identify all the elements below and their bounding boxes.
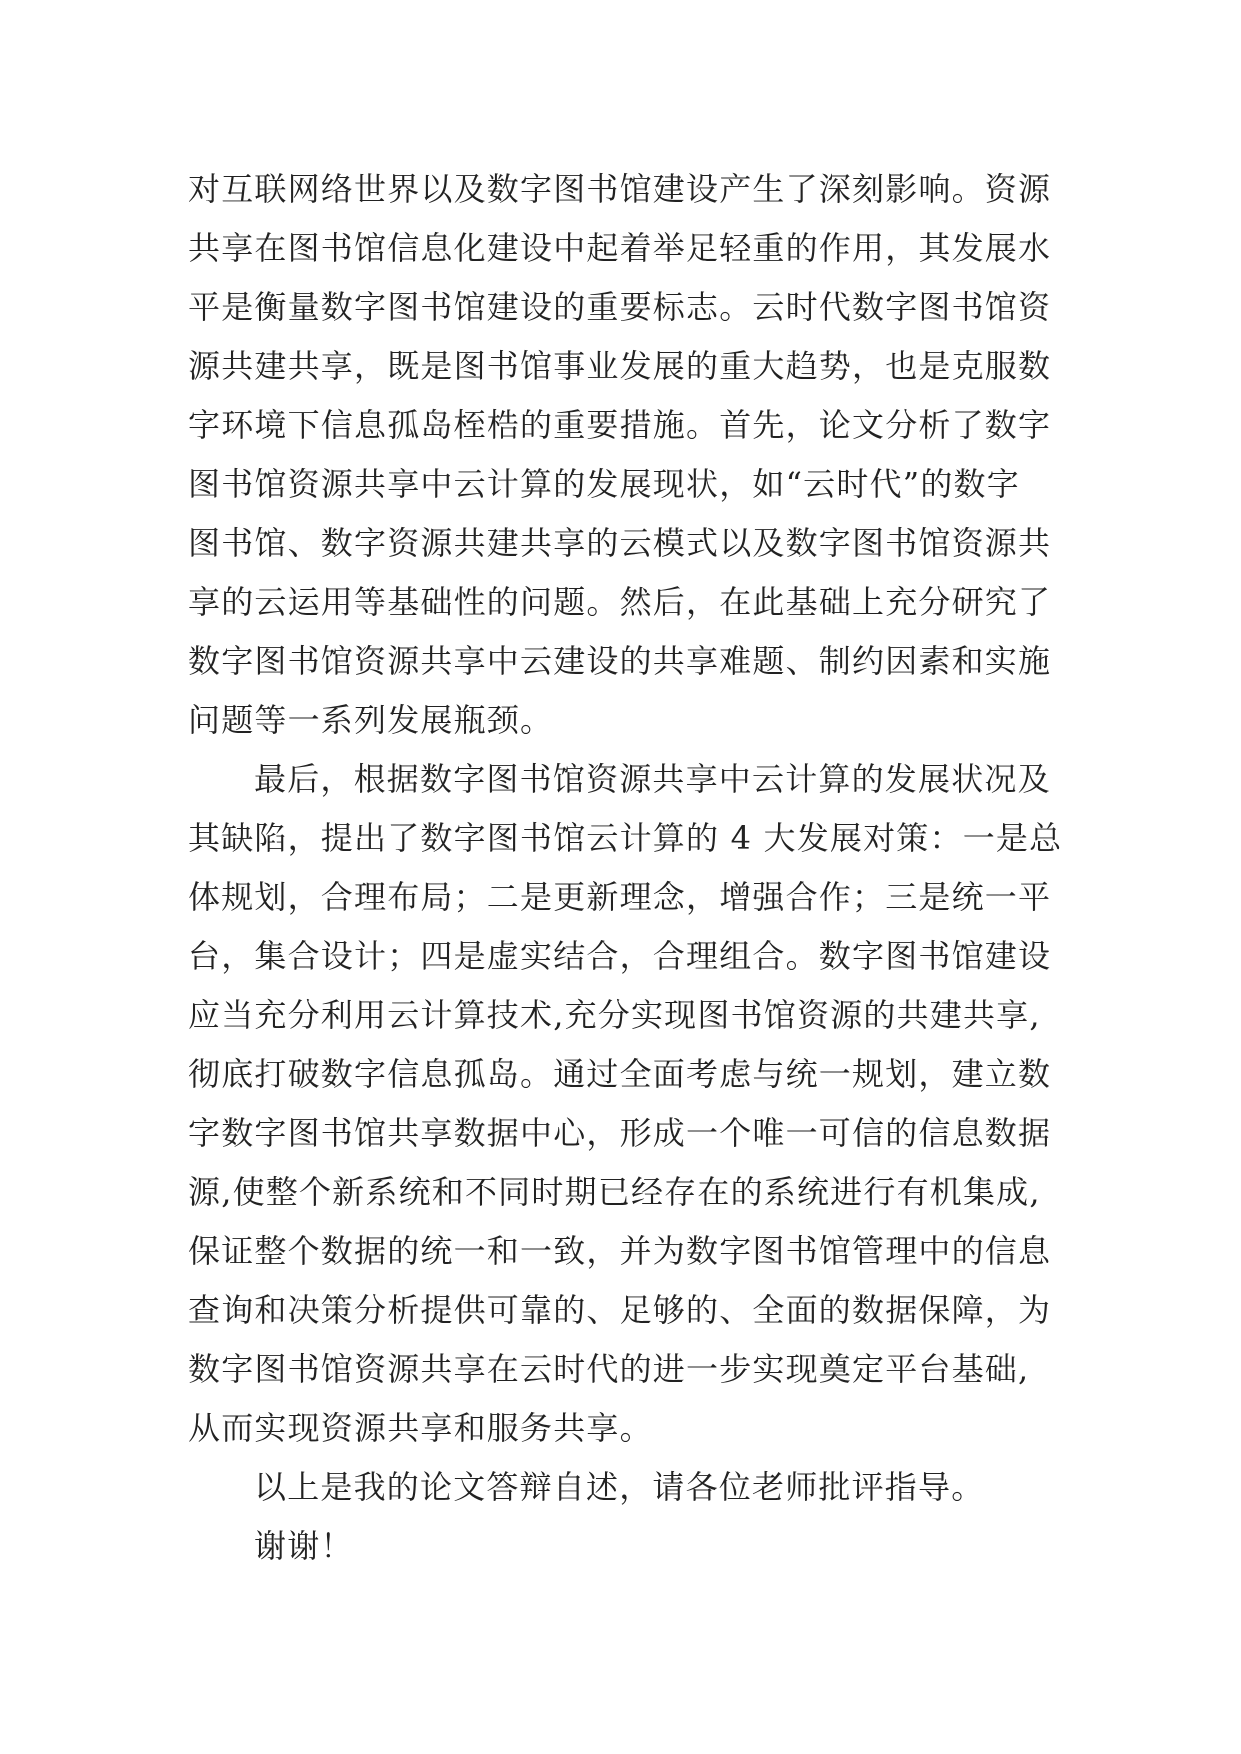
text-line-18: 源,使整个新系统和不同时期已经存在的系统进行有机集成,: [188, 1173, 1041, 1211]
text-line-20: 查询和决策分析提供可靠的、足够的、全面的数据保障，为: [188, 1291, 1052, 1329]
text-line-9: 数字图书馆资源共享中云建设的共享难题、制约因素和实施: [188, 642, 1052, 680]
text-line-12: 其缺陷，提出了数字图书馆云计算的 4 大发展对策：一是总: [188, 819, 1063, 857]
text-line-24: 谢谢！: [254, 1527, 354, 1565]
text-line-2: 共享在图书馆信息化建设中起着举足轻重的作用，其发展水: [188, 229, 1052, 267]
text-line-15: 应当充分利用云计算技术,充分实现图书馆资源的共建共享,: [188, 996, 1041, 1034]
text-line-14: 台，集合设计；四是虚实结合，合理组合。数字图书馆建设: [188, 937, 1052, 975]
text-line-21: 数字图书馆资源共享在云时代的进一步实现奠定平台基础,: [188, 1350, 1030, 1388]
text-line-11: 最后，根据数字图书馆资源共享中云计算的发展状况及: [254, 760, 1051, 798]
text-line-13: 体规划，合理布局；二是更新理念，增强合作；三是统一平: [188, 878, 1052, 916]
text-line-1: 对互联网络世界以及数字图书馆建设产生了深刻影响。资源: [188, 170, 1052, 208]
text-line-22: 从而实现资源共享和服务共享。: [188, 1409, 653, 1447]
text-line-8: 享的云运用等基础性的问题。然后，在此基础上充分研究了: [188, 583, 1052, 621]
text-line-6: 图书馆资源共享中云计算的发展现状，如“云时代”的数字: [188, 465, 1020, 503]
text-line-4: 源共建共享，既是图书馆事业发展的重大趋势，也是克服数: [188, 347, 1052, 385]
text-line-7: 图书馆、数字资源共建共享的云模式以及数字图书馆资源共: [188, 524, 1052, 562]
text-line-3: 平是衡量数字图书馆建设的重要标志。云时代数字图书馆资: [188, 288, 1052, 326]
text-line-19: 保证整个数据的统一和一致，并为数字图书馆管理中的信息: [188, 1232, 1052, 1270]
document-body: [188, 160, 1063, 1576]
text-line-23: 以上是我的论文答辩自述，请各位老师批评指导。: [254, 1468, 985, 1506]
text-line-10: 问题等一系列发展瓶颈。: [188, 701, 554, 739]
text-line-5: 字环境下信息孤岛桎梏的重要措施。首先，论文分析了数字: [188, 406, 1052, 444]
text-line-17: 字数字图书馆共享数据中心，形成一个唯一可信的信息数据: [188, 1114, 1052, 1152]
text-line-16: 彻底打破数字信息孤岛。通过全面考虑与统一规划，建立数: [188, 1055, 1052, 1093]
